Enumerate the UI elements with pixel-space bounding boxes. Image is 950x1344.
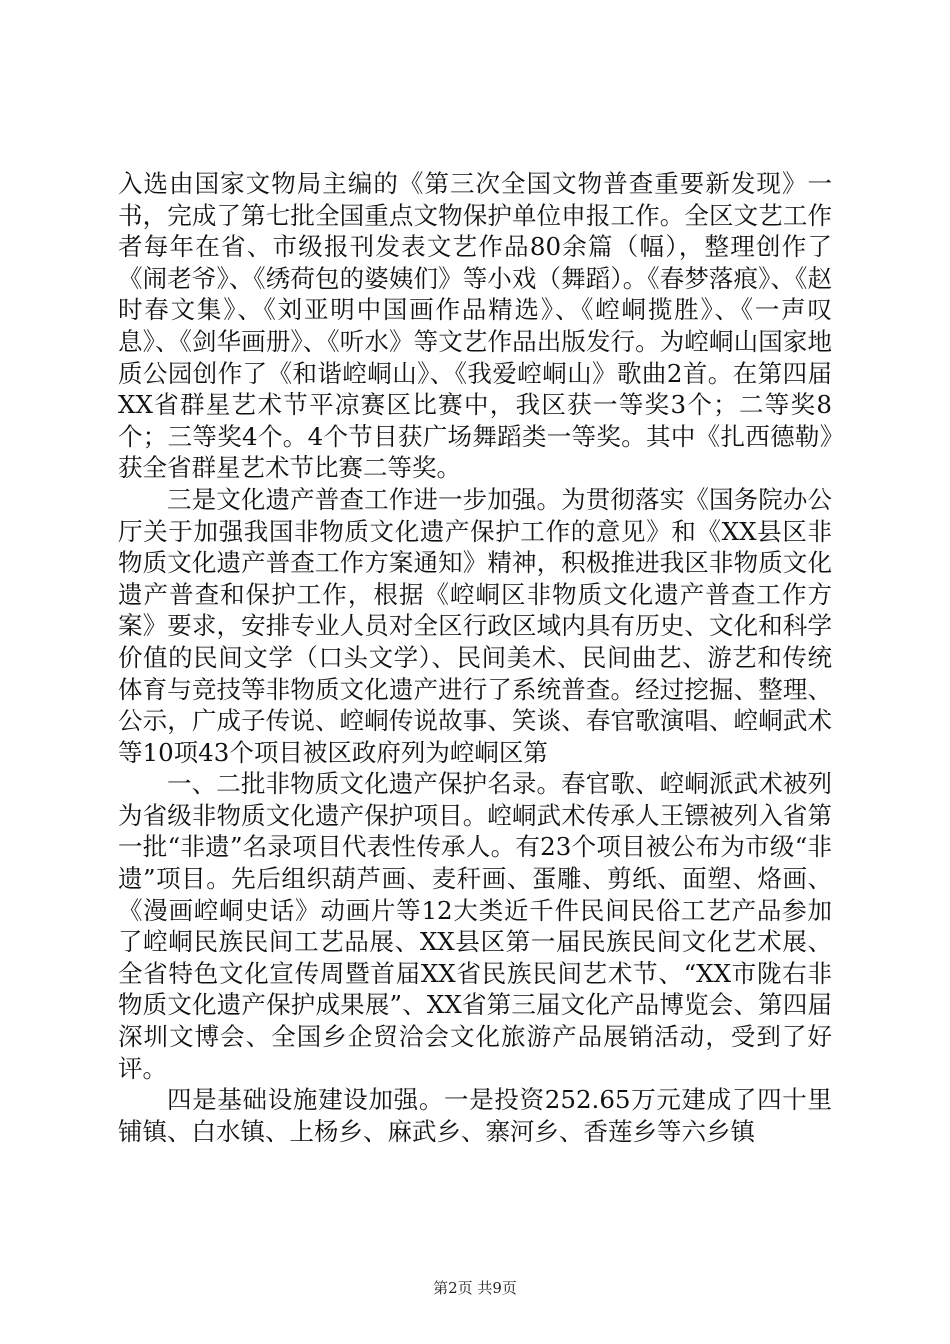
page-number-footer: 第2页 共9页: [433, 1279, 517, 1297]
paragraph-4: 四是基础设施建设加强。一是投资252.65万元建成了四十里铺镇、白水镇、上杨乡、麻武乡、寨河乡、香莲乡等六乡镇: [118, 1085, 832, 1146]
document-body: [118, 168, 832, 1147]
paragraph-3: 一、二批非物质文化遗产保护名录。春官歌、崆峒派武术被列为省级非物质文化遗产保护项目。崆峒武术传承人王镖被列入省第一批“非遗”名录项目代表性传承人。有23个项目被公布为市级“非遗”项目。先后组织葫芦画、麦秆画、蛋雕、剪纸、面塑、烙画、《漫画崆峒史话》动画片等12大类近千件民间民俗工艺产品参加了崆峒民族民间工艺品展、XX县区第一届民族民间文化艺术展、全省特色文化宣传周暨首届XX省民族民间艺术节、“XX市陇右非物质文化遗产保护成果展”、XX省第三届文化产品博览会、第四届深圳文博会、全国乡企贸洽会文化旅游产品展销活动，受到了好评。: [118, 769, 832, 1083]
paragraph-1: 入选由国家文物局主编的《第三次全国文物普查重要新发现》一书，完成了第七批全国重点文物保护单位申报工作。全区文艺工作者每年在省、市级报刊发表文艺作品80余篇（幅），整理创作了《闹老爷》、《绣荷包的婆姨们》等小戏（舞蹈）。《春梦落痕》、《赵时春文集》、《刘亚明中国画作品精选》、《崆峒揽胜》、《一声叹息》、《剑华画册》、《听水》等文艺作品出版发行。为崆峒山国家地质公园创作了《和谐崆峒山》、《我爱崆峒山》歌曲2首。在第四届XX省群星艺术节平凉赛区比赛中，我区获一等奖3个；二等奖8个；三等奖4个。4个节目获广场舞蹈类一等奖。其中《扎西德勒》获全省群星艺术节比赛二等奖。: [118, 169, 832, 483]
paragraph-2: 三是文化遗产普查工作进一步加强。为贯彻落实《国务院办公厅关于加强我国非物质文化遗产保护工作的意见》和《XX县区非物质文化遗产普查工作方案通知》精神，积极推进我区非物质文化遗产普查和保护工作，根据《崆峒区非物质文化遗产普查工作方案》要求，安排专业人员对全区行政区域内具有历史、文化和科学价值的民间文学（口头文学）、民间美术、民间曲艺、游艺和传统体育与竞技等非物质文化遗产进行了系统普查。经过挖掘、整理、公示，广成子传说、崆峒传说故事、笑谈、春官歌演唱、崆峒武术等10项43个项目被区政府列为崆峒区第: [118, 484, 832, 767]
